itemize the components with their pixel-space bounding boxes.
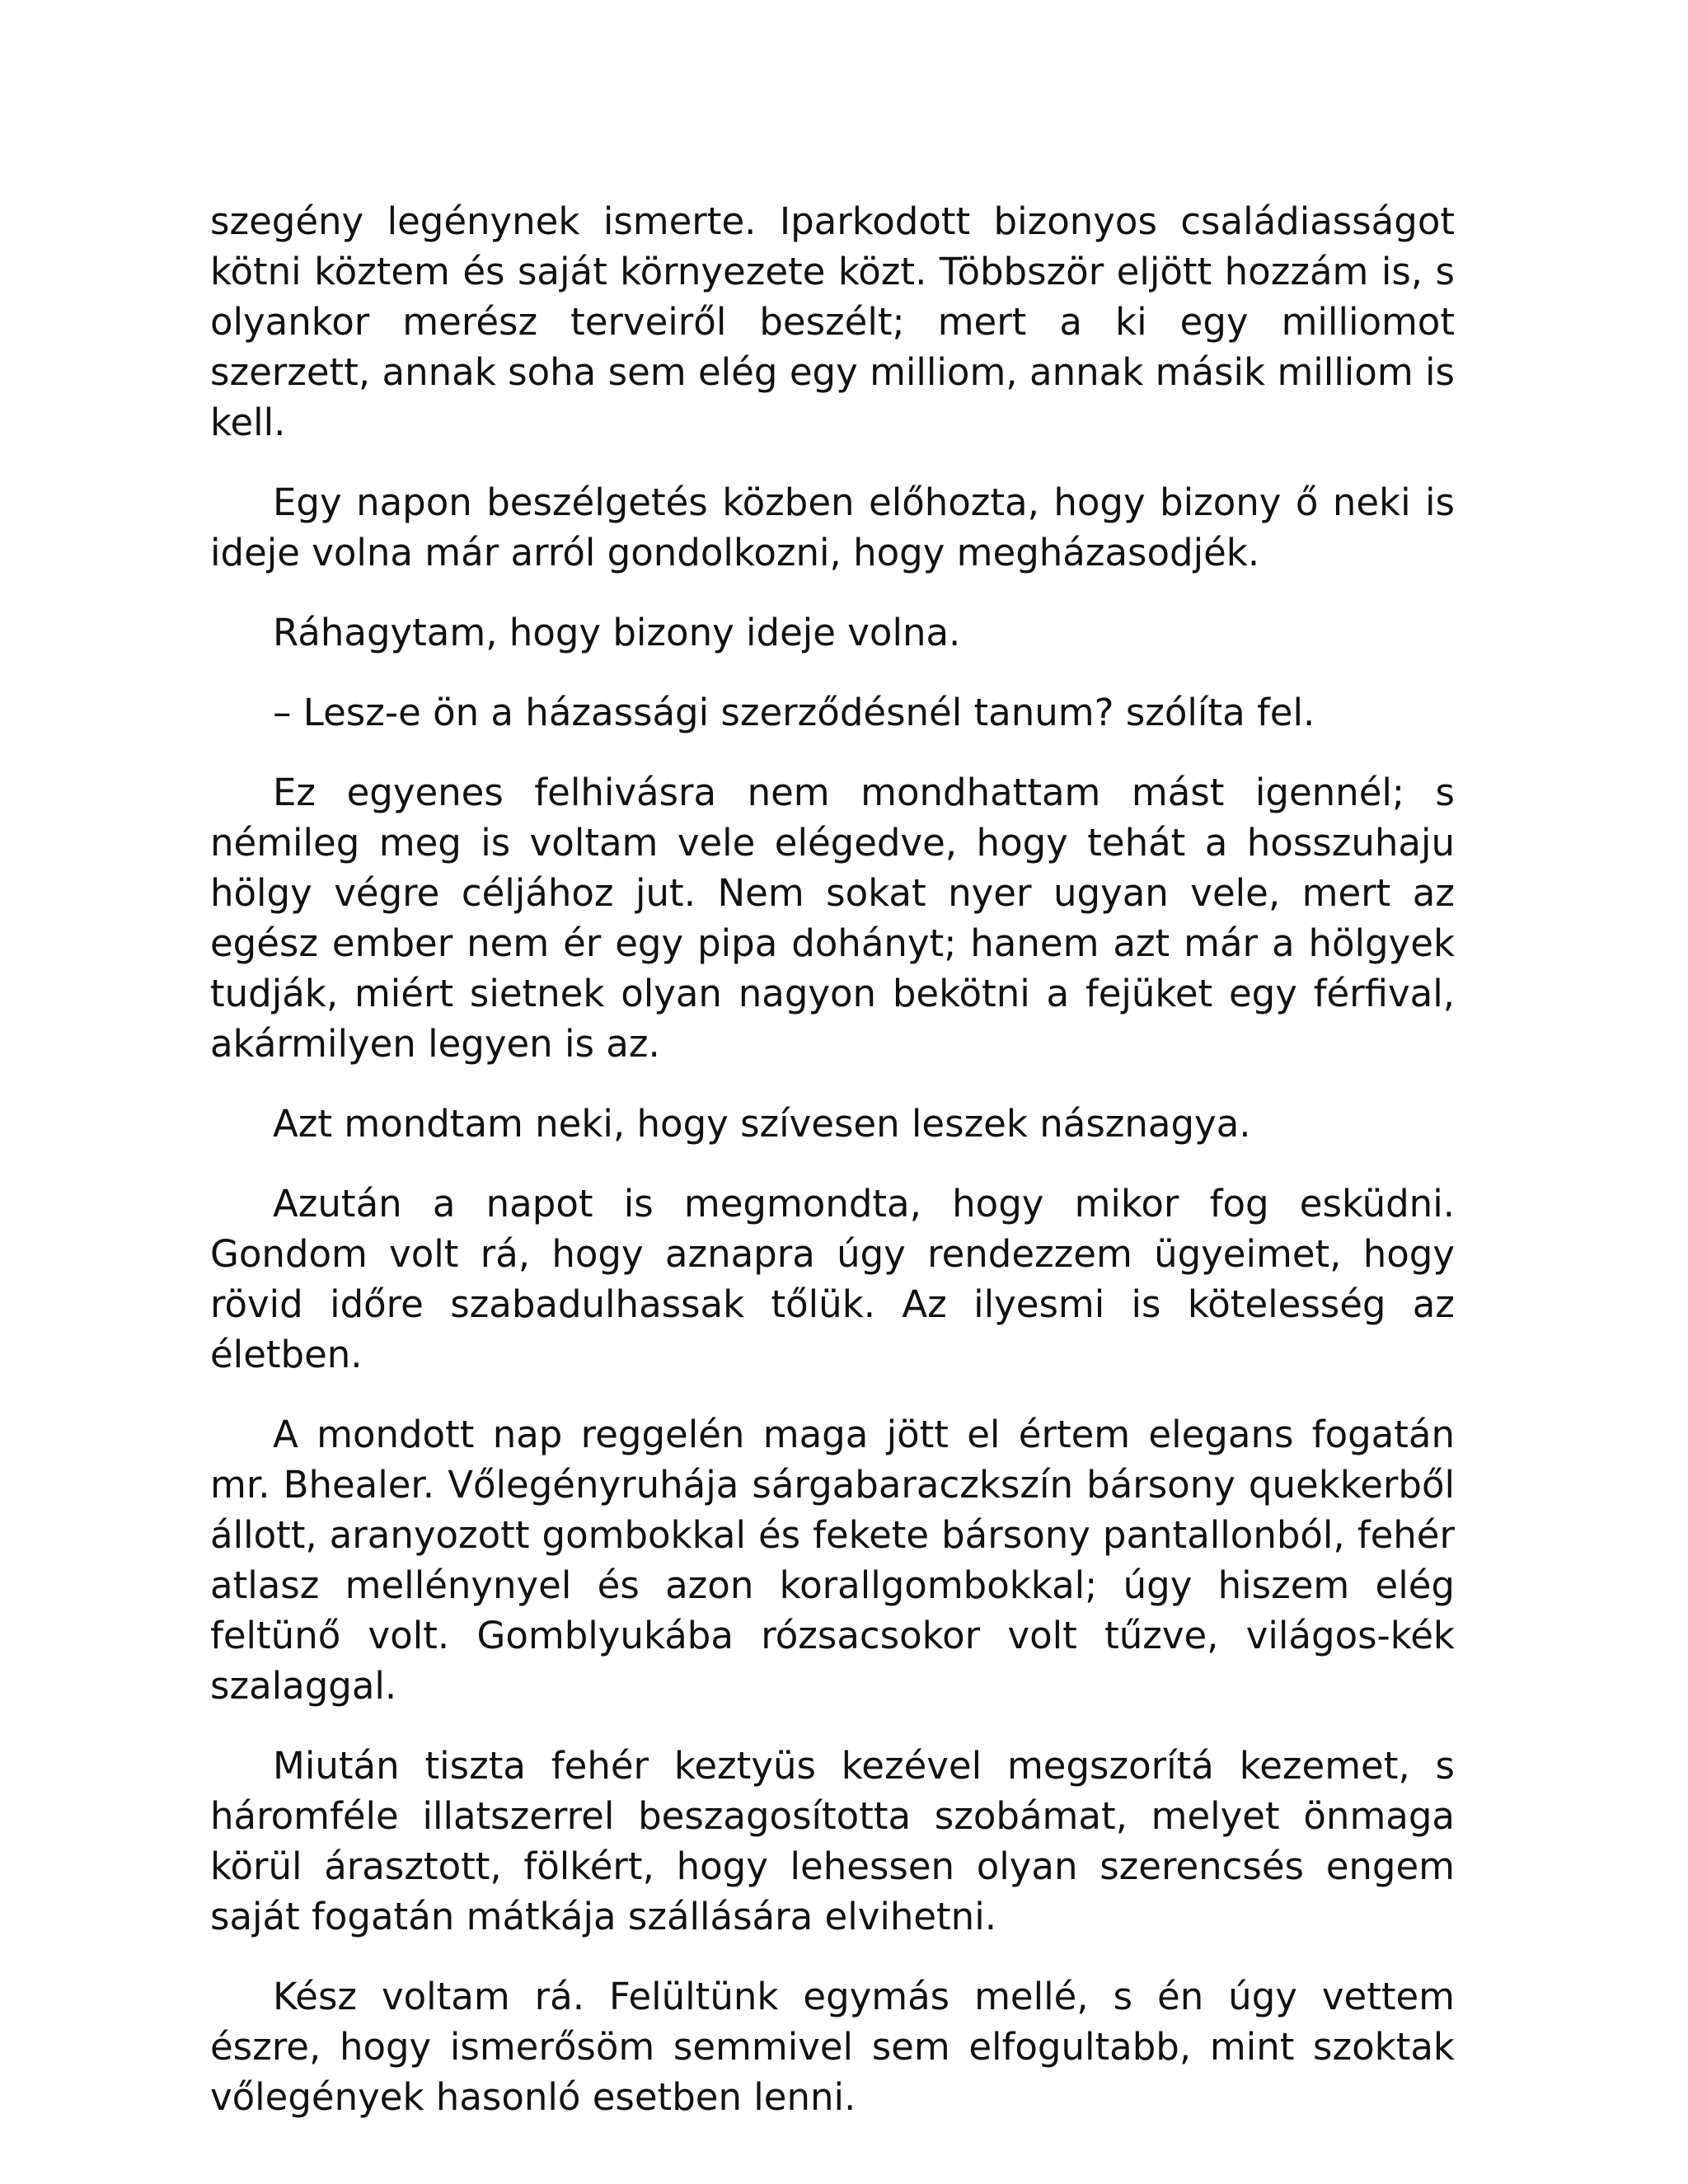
page-body <box>210 196 1455 2152</box>
paragraph: Ráhagytam, hogy bizony ideje volna. <box>273 611 961 654</box>
paragraph: Miután tiszta fehér keztyüs kezével megszorítá kezemet, s háromféle illatszerrel beszagosította szobámat, melyet önmaga körül árasztott, fölkért, hogy lehessen olyan szerencsés engem saját fogatán mátkája szállására elvihetni. <box>210 1744 1455 1938</box>
paragraph: Azt mondtam neki, hogy szívesen leszek násznagya. <box>273 1102 1251 1146</box>
paragraph: Ez egyenes felhivásra nem mondhattam mást igennél; s némileg meg is voltam vele elégedve, hogy tehát a hosszuhaju hölgy végre céljához jut. Nem sokat nyer ugyan vele, mert az egész ember nem ér egy pipa dohányt; hanem azt már a hölgyek tudják, miért sietnek olyan nagyon bekötni a fejüket egy férfival, akármilyen legyen is az. <box>210 771 1455 1066</box>
paragraph: Kész voltam rá. Felültünk egymás mellé, s én úgy vettem észre, hogy ismerősöm semmivel sem elfogultabb, mint szoktak vőlegények hasonló esetben lenni. <box>210 1975 1455 2119</box>
paragraph: szegény legénynek ismerte. Iparkodott bizonyos családiasságot kötni köztem és saját környezete közt. Többször eljött hozzám is, s olyankor merész terveiről beszélt; mert a ki egy milliomot szerzett, annak soha sem elég egy milliom, annak másik milliom is kell. <box>210 199 1455 444</box>
paragraph: – Lesz-e ön a házassági szerződésnél tanum? szólíta fel. <box>273 691 1315 734</box>
paragraph: Azután a napot is megmondta, hogy mikor fog esküdni. Gondom volt rá, hogy aznapra úgy rendezzem ügyeimet, hogy rövid időre szabadulhassak tőlük. Az ilyesmi is kötelesség az életben. <box>210 1182 1455 1376</box>
paragraph: A mondott nap reggelén maga jött el értem elegans fogatán mr. Bhealer. Vőlegényruhája sárgabaraczkszín bársony quekkerből állott, aranyozott gombokkal és fekete bársony pantallonból, fehér atlasz mellénynyel és azon korallgombokkal; úgy hiszem elég feltünő volt. Gomblyukába rózsacsokor volt tűzve, világos-kék szalaggal. <box>210 1413 1455 1708</box>
paragraph: Egy napon beszélgetés közben előhozta, hogy bizony ő neki is ideje volna már arról gondolkozni, hogy megházasodjék. <box>210 480 1455 574</box>
